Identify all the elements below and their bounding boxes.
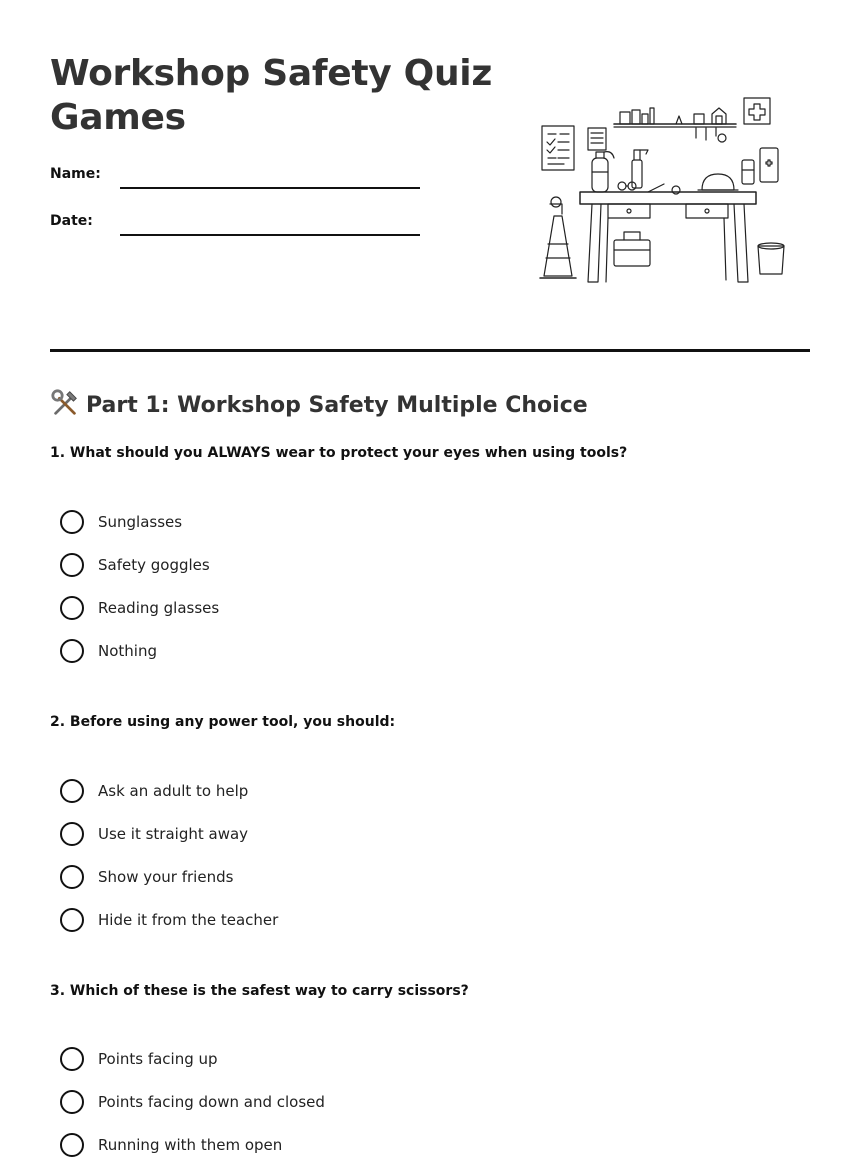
option-sunglasses[interactable] — [60, 509, 182, 535]
option-safety-goggles[interactable] — [60, 552, 210, 578]
question-3: 3. Which of these is the safest way to carry scissors? — [50, 983, 469, 999]
option-points-up[interactable] — [60, 1046, 218, 1072]
hammer-and-wrench-icon — [50, 388, 80, 418]
option-label: Points facing down and closed — [98, 1093, 325, 1111]
section-heading — [50, 388, 588, 422]
option-reading-glasses[interactable] — [60, 595, 219, 621]
option-label: Use it straight away — [98, 825, 249, 843]
radio-button[interactable] — [60, 1133, 84, 1157]
option-label: Ask an adult to help — [98, 782, 249, 800]
radio-button[interactable] — [60, 822, 84, 846]
option-label: Reading glasses — [98, 599, 220, 617]
workshop-workbench-illustration — [536, 92, 796, 288]
header-divider — [50, 349, 810, 352]
radio-button[interactable] — [60, 639, 84, 663]
question-1: 1. What should you ALWAYS wear to protect your eyes when using tools? — [50, 445, 628, 461]
date-field[interactable] — [120, 234, 420, 236]
option-label: Sunglasses — [98, 513, 183, 531]
radio-button[interactable] — [60, 865, 84, 889]
radio-button[interactable] — [60, 596, 84, 620]
name-label: Name: — [50, 166, 101, 182]
option-label: Nothing — [98, 642, 157, 660]
question-2: 2. Before using any power tool, you should: — [50, 714, 396, 730]
option-running-open[interactable] — [60, 1132, 282, 1158]
radio-button[interactable] — [60, 1090, 84, 1114]
radio-button[interactable] — [60, 553, 84, 577]
name-field[interactable] — [120, 187, 420, 189]
option-label: Hide it from the teacher — [98, 911, 279, 929]
radio-button[interactable] — [60, 510, 84, 534]
option-ask-adult[interactable] — [60, 778, 248, 804]
radio-button[interactable] — [60, 1047, 84, 1071]
option-hide-from-teacher[interactable] — [60, 907, 278, 933]
option-label: Running with them open — [98, 1136, 283, 1154]
radio-button[interactable] — [60, 908, 84, 932]
option-label: Points facing up — [98, 1050, 218, 1068]
option-label: Show your friends — [98, 868, 234, 886]
section-heading-text: Part 1: Workshop Safety Multiple Choice — [86, 393, 588, 418]
date-label: Date: — [50, 213, 93, 229]
page-title: Workshop Safety Quiz Games — [50, 53, 492, 138]
option-use-straight-away[interactable] — [60, 821, 248, 847]
option-nothing[interactable] — [60, 638, 157, 664]
radio-button[interactable] — [60, 779, 84, 803]
option-points-down-closed[interactable] — [60, 1089, 325, 1115]
option-show-friends[interactable] — [60, 864, 233, 890]
option-label: Safety goggles — [98, 556, 210, 574]
